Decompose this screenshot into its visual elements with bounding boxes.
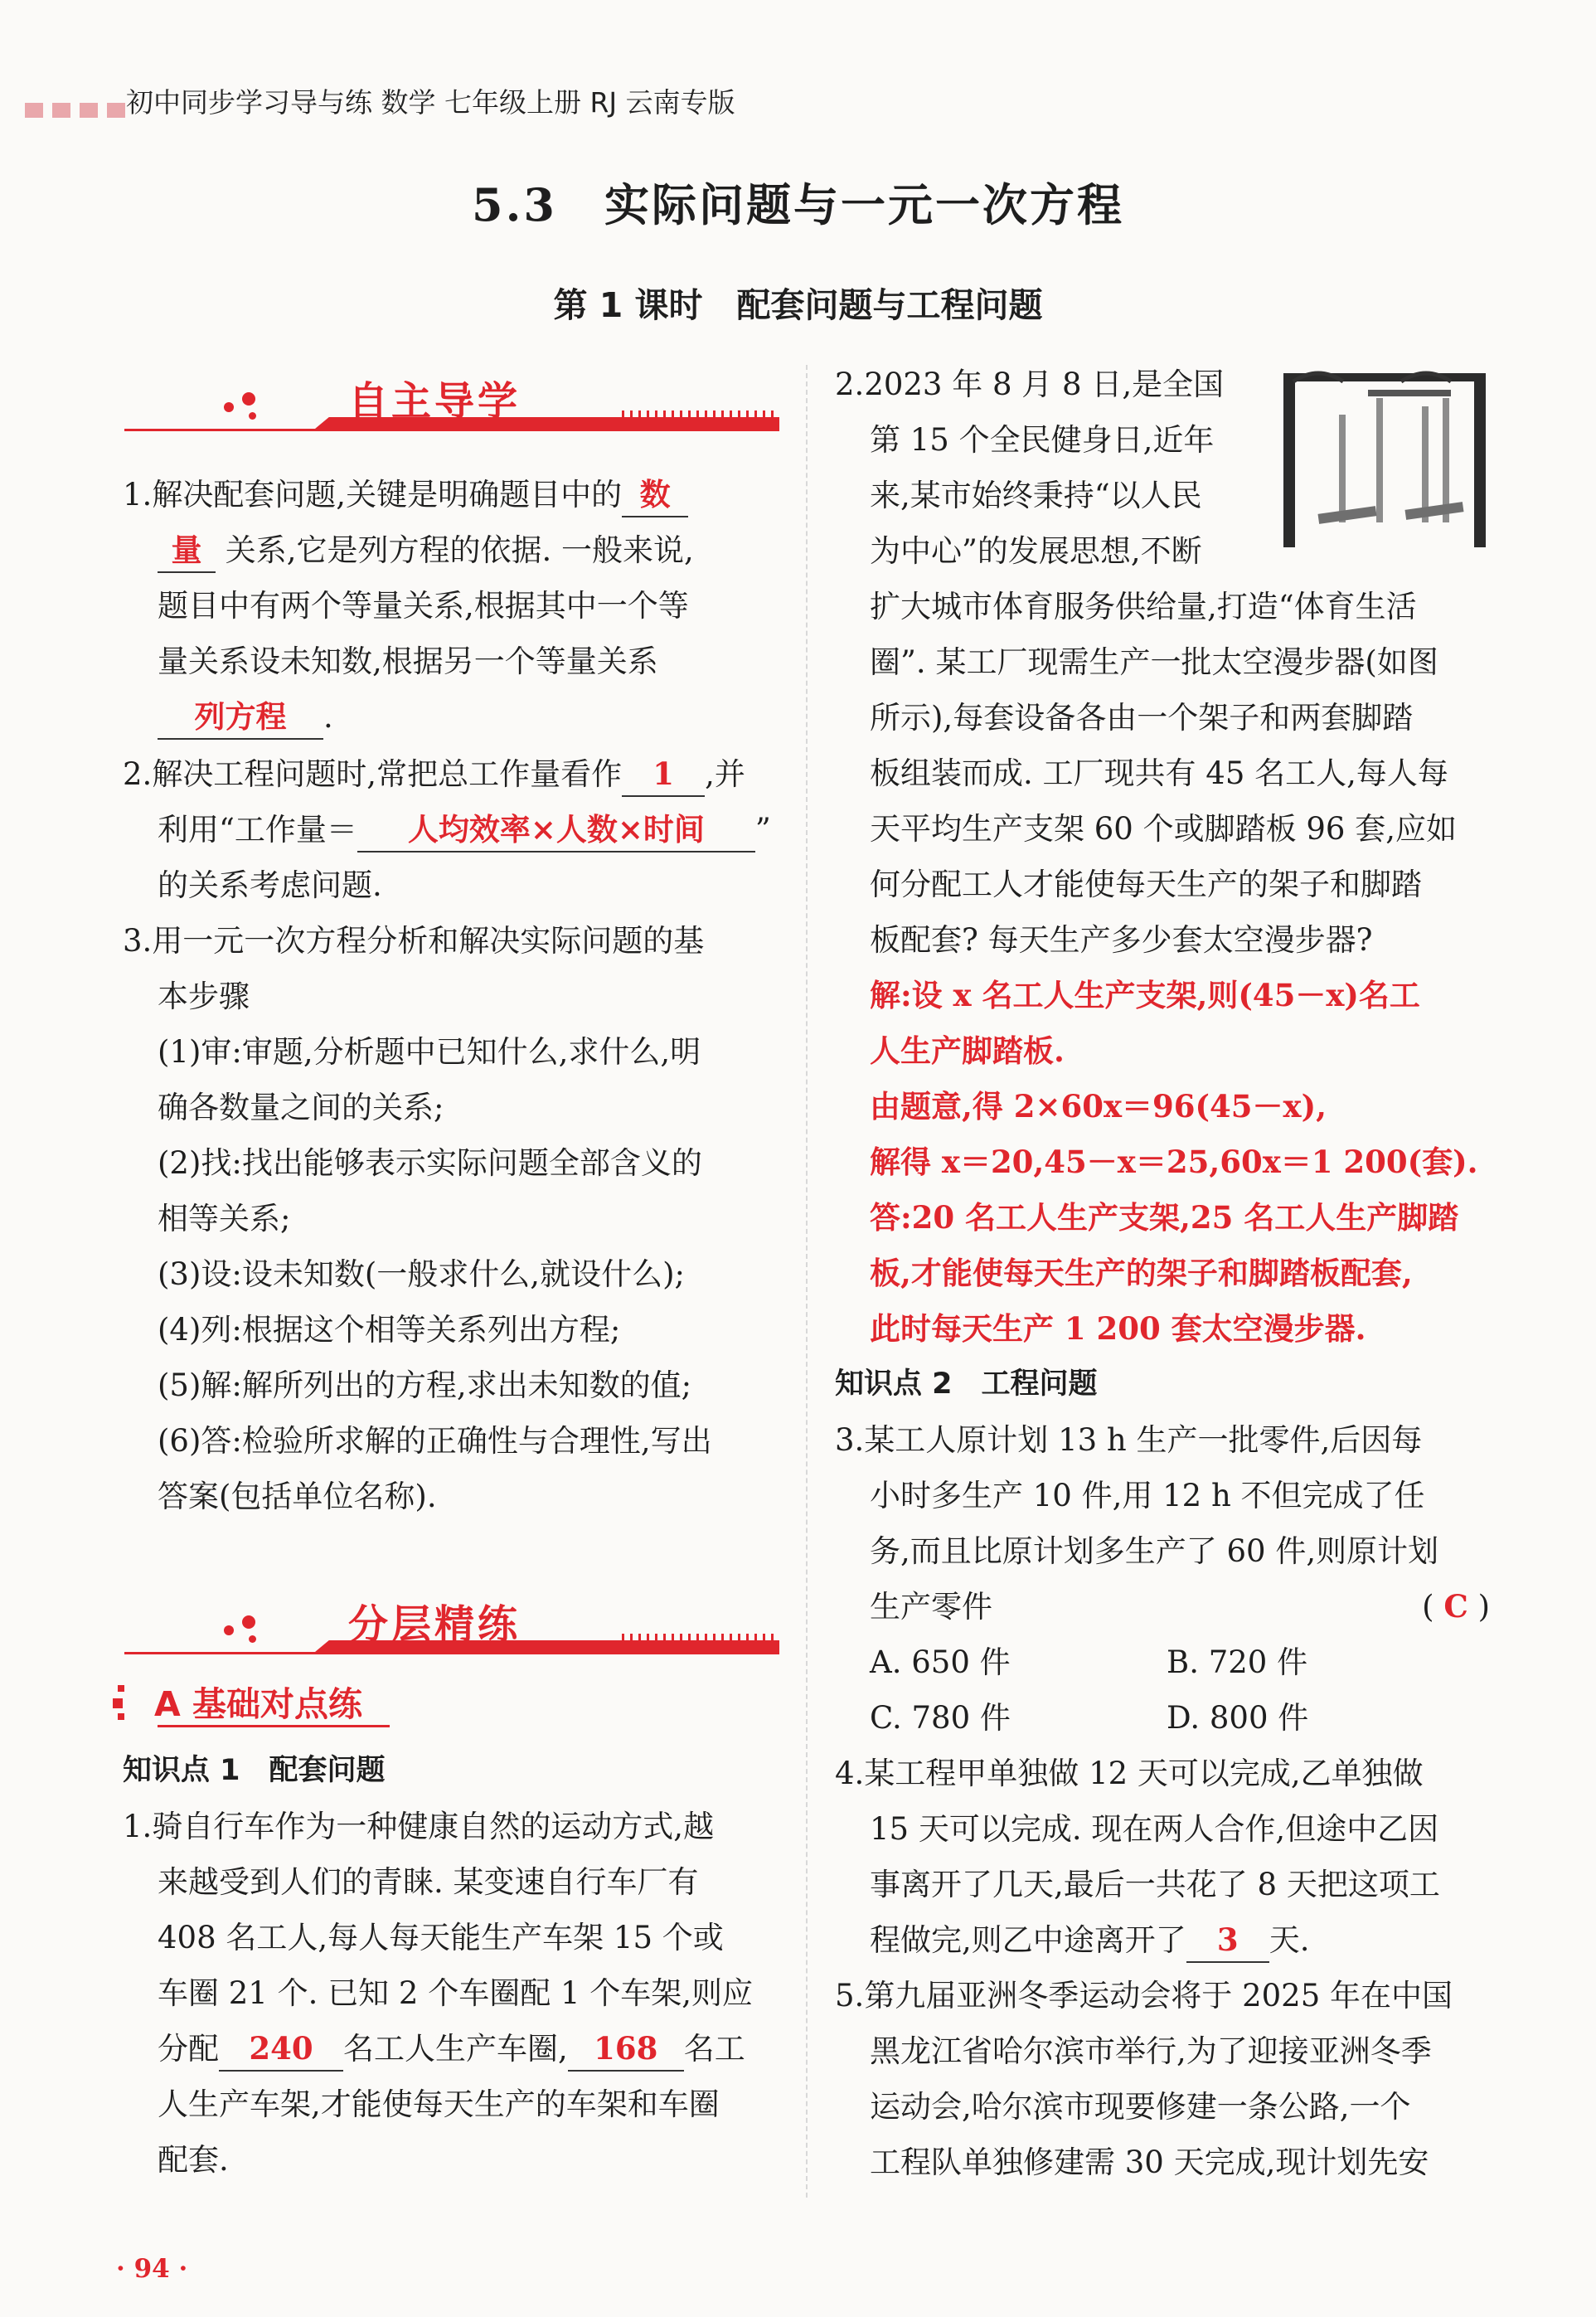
solution-line: 板,才能使每天生产的架子和脚踏板配套, bbox=[870, 1255, 1413, 1291]
step-line: 答案(包括单位名称). bbox=[158, 1479, 437, 1514]
solution-line: 答:20 名工人生产支架,25 名工人生产脚踏 bbox=[870, 1199, 1459, 1236]
step-line: (3)设:设未知数(一般求什么,就设什么); bbox=[158, 1256, 685, 1292]
answer-blank: 1 bbox=[622, 752, 705, 797]
lesson-subtitle: 第 1 课时 配套问题与工程问题 bbox=[553, 285, 1043, 325]
self-study-header bbox=[124, 369, 779, 444]
practice-q4: 4.某工程甲单独做 12 天可以完成,乙单独做 bbox=[835, 1756, 1424, 1791]
practice-title: 分层精练 bbox=[348, 1601, 521, 1648]
solution-line: 人生产脚踏板. bbox=[870, 1032, 1065, 1069]
choice-d: D. 800 件 bbox=[1167, 1700, 1309, 1736]
step-line: 确各数量之间的关系; bbox=[158, 1090, 444, 1125]
self-study-q1: 1.解决配套问题,关键是明确题目中的 数 bbox=[123, 467, 786, 522]
solution-line: 解得 x＝20,45－x＝25,60x＝1 200(套). bbox=[870, 1144, 1478, 1180]
answer-blank: 量 bbox=[158, 528, 216, 573]
section-title: 5.3 实际问题与一元一次方程 bbox=[472, 178, 1124, 231]
step-line: 相等关系; bbox=[158, 1201, 291, 1236]
header-decoration bbox=[25, 90, 134, 125]
step-line: (4)列:根据这个相等关系列出方程; bbox=[158, 1312, 621, 1348]
answer-blank: 3 bbox=[1186, 1918, 1269, 1963]
choice-c: C. 780 件 bbox=[870, 1700, 1011, 1736]
answer-blank: 人均效率×人数×时间 bbox=[357, 808, 755, 852]
answer-blank: 列方程 bbox=[158, 695, 323, 740]
answer-blank: 168 bbox=[568, 2027, 684, 2072]
self-study-q3: 3.用一元一次方程分析和解决实际问题的基 bbox=[123, 923, 705, 959]
column-divider bbox=[806, 365, 808, 2198]
step-line: (5)解:解所列出的方程,求出未知数的值; bbox=[158, 1367, 692, 1403]
step-line: (6)答:检验所求解的正确性与合理性,写出 bbox=[158, 1423, 712, 1459]
level-a-header bbox=[124, 1677, 362, 1726]
practice-q2: 2.2023 年 8 月 8 日,是全国 bbox=[835, 367, 1225, 402]
self-study-q2: 2.解决工程问题时,常把总工作量看作 1 ,并 bbox=[123, 746, 786, 802]
solution-line: 解:设 x 名工人生产支架,则(45－x)名工 bbox=[870, 977, 1420, 1013]
practice-left-content: 知识点 1 配套问题 1.骑自行车作为一种健康自然的运动方式,越 来越受到人们的青睐. 某变速自行车厂有 408 名工人,每人每天能生产车架 15 个或 车圈 21 个. 已知 2 个车圈配 1 个车架,则应 分配 240 名工人生产车圈, 168 名工 人生产车架,才能使每天生产的车架和车圈 配套. bbox=[123, 1743, 786, 2188]
page-number: · 94 · bbox=[116, 2254, 188, 2284]
practice-right-content: 2.2023 年 8 月 8 日,是全国 第 15 个全民健身日,近年 来,某市始终秉持“以人民 为中心”的发展思想,不断 扩大城市体育服务供给量,打造“体育生活 圈”. 某工厂现需生产一批太空漫步器(如图 所示),每套设备各由一个架子和两套脚踏 板组装而成. 工厂现共有 45 名工人,每人每 天平均生产支架 60 个或脚踏板 96 套,应如 何分配工人才能使每天生产的架子和脚踏 板配套? 每天生产多少套太空漫步器? 解:设 x 名工人生产支架,则(45－x)名工 人生产脚踏板. 由题意,得 2×60x＝96(45－x), 解得 x＝20,45－x＝25,60x＝1 200(套). 答:20 名工人生产支架,25 名工人生产脚踏 板,才能使每天生产的架子和脚踏板配套, 此时每天生产 1 200 套太空漫步器. 知识点 2 工程问题 3.某工人原计划 13 h 生产一批零件,后因每 小时多生产 10 件,用 12 h 不但完成了任 务,而且比原计划多生产了 60 件,则原计划 生产零件 ( C ) A. 650 件 B. 720 件 C. 780 件 D. 800 件 4.某工程甲单独做 12 天可以完成,乙单独做 15 天可以完成. 现在两人合作,但途中乙因 事离开了几天,最后一共花了 8 天把这项工 程做完,则乙中途离开了 3 天. 5.第九届亚洲冬季运动会将于 2025 年在中国 黑龙江省哈尔滨市举行,为了迎接亚洲冬季 运动会,哈尔滨市现要修建一条公路,一个 工程队单独修建需 30 天完成,现计划先安 bbox=[835, 357, 1506, 2190]
step-line: (2)找:找出能够表示实际问题全部含义的 bbox=[158, 1145, 702, 1181]
running-title: 初中同步学习导与练 数学 七年级上册 RJ 云南专版 bbox=[126, 86, 735, 119]
practice-q3: 3.某工人原计划 13 h 生产一批零件,后因每 bbox=[835, 1422, 1423, 1458]
answer-blank: 240 bbox=[219, 2027, 343, 2072]
practice-header bbox=[124, 1592, 779, 1667]
practice-q1: 1.骑自行车作为一种健康自然的运动方式,越 bbox=[123, 1809, 715, 1844]
level-a-title: A 基础对点练 bbox=[154, 1684, 363, 1724]
knowledge-point-2: 知识点 2 工程问题 bbox=[835, 1367, 1098, 1401]
step-line: (1)审:审题,分析题中已知什么,求什么,明 bbox=[158, 1034, 701, 1070]
choice-answer: C bbox=[1443, 1588, 1468, 1625]
choice-a: A. 650 件 bbox=[870, 1644, 1011, 1680]
self-study-title: 自主导学 bbox=[348, 378, 521, 425]
choice-b: B. 720 件 bbox=[1167, 1644, 1308, 1680]
answer-bracket: ( C ) bbox=[1422, 1588, 1490, 1625]
solution-line: 由题意,得 2×60x＝96(45－x), bbox=[870, 1088, 1327, 1124]
practice-q5: 5.第九届亚洲冬季运动会将于 2025 年在中国 bbox=[835, 1978, 1453, 2013]
knowledge-point-1: 知识点 1 配套问题 bbox=[123, 1754, 386, 1787]
answer-blank: 数 bbox=[622, 473, 688, 517]
self-study-content: 1.解决配套问题,关键是明确题目中的 数 量 关系,它是列方程的依据. 一般来说, 题目中有两个等量关系,根据其中一个等 量关系设未知数,根据另一个等量关系 列方程 . 2.解决工程问题时,常把总工作量看作 1 ,并 利用“工作量＝ 人均效率×人数×时间 ” 的关系考虑问题. 3.用一元一次方程分析和解决实际问题的基 本步骤 (1)审:审题,分析题中已知什么,求什么,明 确各数量之间的关系; (2)找:找出能够表示实际问题全部含义的 相等关系; (3)设:设未知数(一般求什么,就设什么); (4)列:根据这个相等关系列出方程; (5)解:解所列出的方程,求出未知数的值; (6)答:检验所求解的正确性与合理性,写出 答案(包括单位名称). bbox=[123, 467, 786, 1524]
solution-line: 此时每天生产 1 200 套太空漫步器. bbox=[870, 1310, 1366, 1347]
